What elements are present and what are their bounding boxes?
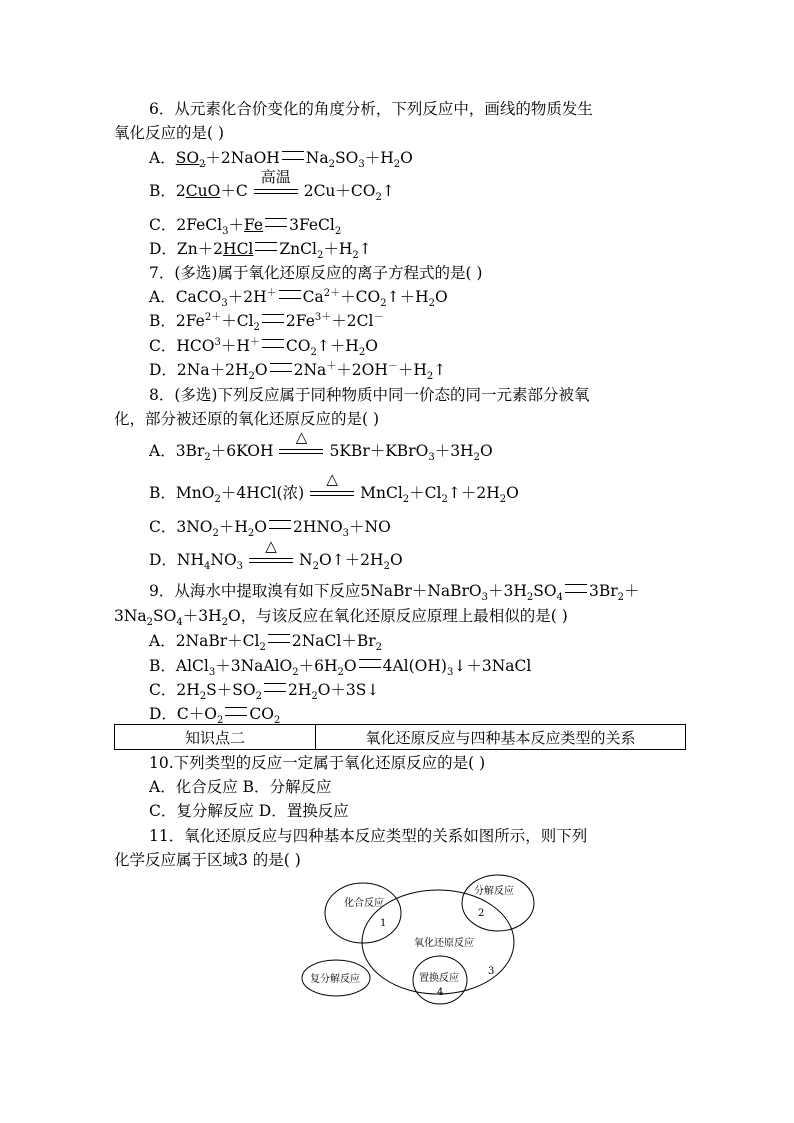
combination-label: 化合反应: [344, 898, 384, 909]
q8-option-d[interactable]: D．$NH_4NO_3$ △ $N_2O↑+2H_2O$: [149, 537, 403, 573]
region-2: 2: [478, 908, 485, 919]
region-1: 1: [380, 918, 387, 929]
q6-stem-line2: 氧化反应的是( ): [114, 124, 225, 142]
q6-option-b[interactable]: B．2CuO＋C 高温 $2Cu+CO_2↑$: [149, 168, 395, 204]
double-decomposition-label: 复分解反应: [310, 974, 360, 985]
q9-stem-line1: 9．从海水中提取溴有如下反应$5NaBr+NaBrO_3+3H_2SO_4$ $3Br_2+$: [149, 582, 640, 604]
replacement-label: 置换反应: [419, 973, 459, 984]
q9-stem-line2: $3Na_2SO_4+3H_2O$，与该反应在氧化还原反应原理上最相似的是( ): [114, 607, 568, 629]
region-4: 4: [437, 987, 444, 998]
q6-option-c[interactable]: C．2FeCl$_3$＋Fe 3FeCl$_2$: [149, 216, 342, 238]
q6-option-a[interactable]: A．$SO_2+2NaOH$ $Na_2SO_3+H_2O$: [149, 149, 413, 171]
region-3: 3: [488, 966, 495, 977]
q10-stem: 10.下列类型的反应一定属于氧化还原反应的是( ): [149, 754, 486, 772]
q9-option-d[interactable]: D．$C+O_2$ $CO_2$: [149, 705, 281, 727]
q9-option-b[interactable]: B．$AlCl_3+3NaAlO_2+6H_2O$ $4Al(OH)_3↓+3NaCl$: [149, 657, 532, 679]
q7-option-d[interactable]: D．$2Na+2H_2O$ $2Na^++2OH^-+H_2↑$: [149, 360, 447, 383]
section-header-table: [114, 724, 686, 750]
q11-stem-line2: 化学反应属于区域3 的是( ): [114, 851, 301, 869]
q8-stem-line2: 化，部分被还原的氧化还原反应的是( ): [114, 410, 380, 428]
reaction-venn-diagram: [298, 868, 538, 1008]
q7-stem: 7．(多选)属于氧化还原反应的离子方程式的是( ): [149, 264, 483, 282]
q7-option-c[interactable]: C．$HCO^3+H^+$ $CO_2↑+H_2O$: [149, 336, 378, 359]
decomposition-circle: [462, 875, 534, 931]
q6-option-d[interactable]: D．Zn＋2HCl $ZnCl_2+H_2↑$: [149, 240, 372, 262]
q7-option-b[interactable]: B．$2Fe^{2+}+Cl_2$ $2Fe^{3+}+2Cl^-$: [149, 311, 384, 334]
section-label: 知识点二: [115, 725, 316, 749]
section-title: 氧化还原反应与四种基本反应类型的关系: [365, 728, 636, 747]
q9-option-c[interactable]: C．$2H_2S+SO_2$ $2H_2O+3S↓$: [149, 681, 380, 703]
q10-options-line1[interactable]: A．化合反应 B．分解反应: [149, 778, 332, 796]
q8-option-b[interactable]: B．MnO$_2$＋4HCl(浓) △ $MnCl_2+Cl_2↑+2H_2O$: [149, 470, 519, 506]
q8-option-c[interactable]: C．$3NO_2+H_2O$ $2HNO_3+NO$: [149, 518, 391, 540]
q8-stem-line1: 8．(多选)下列反应属于同种物质中同一价态的同一元素部分被氧: [149, 386, 590, 404]
condition-high-temp: 高温: [252, 180, 300, 200]
q10-options-line2[interactable]: C．复分解反应 D．置换反应: [149, 802, 349, 820]
q8-option-a[interactable]: A．$3Br_2+6KOH$ △ $5KBr+KBrO_3+3H_2O$: [149, 428, 493, 464]
q6-stem-line1: 6．从元素化合价变化的角度分析，下列反应中，画线的物质发生: [149, 100, 593, 118]
q9-option-a[interactable]: A．$2NaBr+Cl_2$ $2NaCl+Br_2$: [149, 632, 383, 654]
q7-option-a[interactable]: A．CaCO$_3$＋2H＋ $Ca^{2+}+CO_2↑+H_2O$: [149, 287, 448, 310]
decomposition-label: 分解反应: [474, 886, 514, 897]
q11-stem-line1: 11．氧化还原反应与四种基本反应类型的关系如图所示，则下列: [149, 827, 588, 845]
redox-label: 氧化还原反应: [414, 938, 474, 949]
